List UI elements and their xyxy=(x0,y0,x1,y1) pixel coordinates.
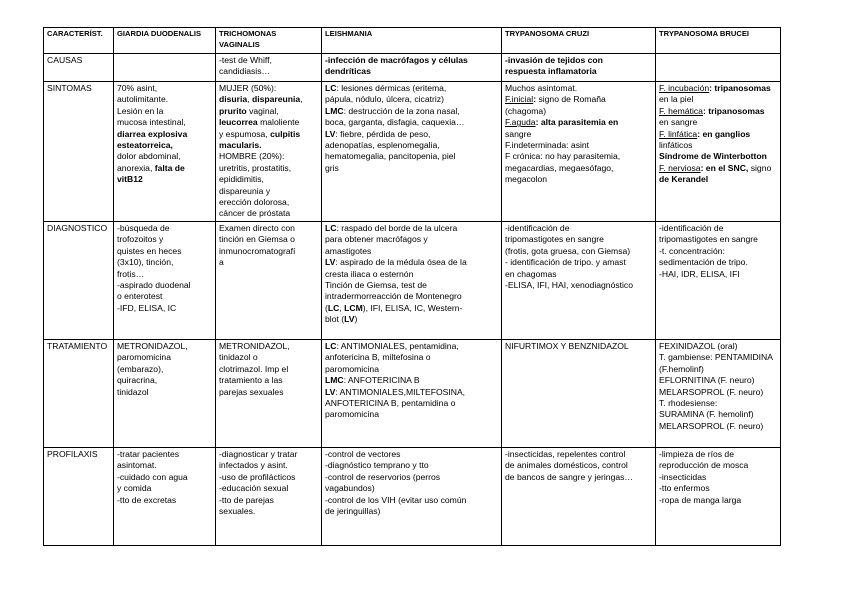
cell-line: F. nerviosa: en el SNC, signo xyxy=(659,162,772,173)
cell-line: LV: ANTIMONIALES,MILTEFOSINA, xyxy=(325,386,466,397)
cell-line: anfotericina B, miltefosina o xyxy=(325,352,431,363)
cell-line: F.inicial: signo de Romaña xyxy=(505,94,606,105)
cell-line: -diagnosticar y tratar xyxy=(219,448,298,459)
cell-line: MELARSOPROL (F. neuro) xyxy=(659,386,764,397)
cell-line: paromomicina xyxy=(117,352,171,363)
cell-line: dolor abdominal, xyxy=(117,151,181,162)
cell-line: -tto de parejas xyxy=(219,494,274,505)
header-trichomonas: TRICHOMONAS VAGINALIS xyxy=(216,28,322,54)
cell-line: vagabundos) xyxy=(325,483,375,494)
cell-line: -cuidado con agua xyxy=(117,471,188,482)
cell-line: dendríticas xyxy=(325,66,371,77)
cell-line: anorexia, falta de xyxy=(117,162,185,173)
cell-line: Lesión en la xyxy=(117,105,164,116)
cell-trichomonas xyxy=(216,54,322,82)
cell-line: y comida xyxy=(117,483,152,494)
cell-line: reproducción de mosca xyxy=(659,460,749,471)
header-trypanosoma-brucei: TRYPANOSOMA BRUCEI xyxy=(656,28,781,54)
cell-line: megacardias, megaesófago, xyxy=(505,162,614,173)
cell-line: (3x10), tinción, xyxy=(117,257,174,268)
cell-line: autolimitante. xyxy=(117,94,169,105)
cell-trichomonas xyxy=(216,82,322,222)
cell-trichomonas xyxy=(216,339,322,447)
cell-line: LV: fiebre, pérdida de peso, xyxy=(325,128,431,139)
cell-line: adenopatías, esplenomegalia, xyxy=(325,140,440,151)
cell-line: esteatorreica, xyxy=(117,140,173,151)
cell-line: Tinción de Giemsa, test de xyxy=(325,279,427,290)
row-label: DIAGNOSTICO xyxy=(44,221,114,339)
cell-line: tripomastigotes en sangre xyxy=(659,234,758,245)
cell-line: LC: lesiones dérmicas (eritema, xyxy=(325,83,447,93)
cell-line: -HAI, IDR, ELISA, IFI xyxy=(659,268,740,279)
header-row xyxy=(44,28,781,54)
cell-line: hematomegalia, pancitopenia, piel xyxy=(325,151,456,162)
cell-line: ANFOTERICINA B, pentamidina o xyxy=(325,397,456,408)
cell-trichomonas xyxy=(216,221,322,339)
cell-line: mucosa intestinal, xyxy=(117,117,186,128)
cell-trypanosoma-cruzi xyxy=(502,82,656,222)
table-row-tratamiento xyxy=(44,339,781,447)
cell-line: tripomastigotes en sangre xyxy=(505,234,604,245)
cell-line: a xyxy=(219,257,224,268)
cell-line: -identificación de xyxy=(659,222,724,233)
cell-line: HOMBRE (20%): xyxy=(219,151,285,162)
cell-line: de jeringuillas) xyxy=(325,505,381,516)
cell-line: (frotis, gota gruesa, con Giemsa) xyxy=(505,245,631,256)
cell-line: erección dolorosa, xyxy=(219,197,290,208)
cell-line: macularis. xyxy=(219,140,262,151)
cell-giardia xyxy=(114,447,216,545)
cell-line: quistes en heces xyxy=(117,245,182,256)
cell-line: diarrea explosiva xyxy=(117,128,188,139)
cell-trypanosoma-cruzi xyxy=(502,54,656,82)
cell-leishmania xyxy=(322,447,502,545)
row-label: PROFILAXIS xyxy=(44,447,114,545)
cell-line: respuesta inflamatoria xyxy=(505,66,597,77)
cell-line: -IFD, ELISA, IC xyxy=(117,302,177,313)
cell-line: (embarazo), xyxy=(117,363,164,374)
header-giardia: GIARDIA DUODENALIS xyxy=(114,28,216,54)
cell-line: pápula, nódulo, úlcera, cicatriz) xyxy=(325,94,444,105)
cell-line: LV: aspirado de la médula ósea de la xyxy=(325,257,467,268)
row-label: SINTOMAS xyxy=(44,82,114,222)
cell-line: candidiasis… xyxy=(219,66,271,77)
cell-line: sedimentación de tripo. xyxy=(659,257,748,268)
cell-line: -educación sexual xyxy=(219,483,289,494)
cell-line: parejas sexuales xyxy=(219,386,284,397)
cell-leishmania xyxy=(322,221,502,339)
cell-trypanosoma-brucei xyxy=(656,82,781,222)
cell-line: T. rhodesiense: xyxy=(659,397,718,408)
cell-line: Examen directo con xyxy=(219,222,295,233)
cell-trypanosoma-brucei xyxy=(656,447,781,545)
cell-line: FEXINIDAZOL (oral) xyxy=(659,340,738,351)
table-row-sintomas xyxy=(44,82,781,222)
cell-giardia xyxy=(114,54,216,82)
cell-line: cresta iliaca o esternón xyxy=(325,268,414,279)
table-row-causas xyxy=(44,54,781,82)
cell-line: -test de Whiff, xyxy=(219,55,272,65)
cell-line: -limpieza de ríos de xyxy=(659,448,734,459)
cell-line: para obtener macrófagos y xyxy=(325,234,428,245)
header-trypanosoma-cruzi: TRYPANOSOMA CRUZI xyxy=(502,28,656,54)
cell-line: MELARSOPROL (F. neuro) xyxy=(659,420,764,431)
cell-line: asintomat. xyxy=(117,460,157,471)
table-row-diagnostico xyxy=(44,221,781,339)
cell-line: Síndrome de Winterbotton xyxy=(659,151,767,162)
cell-line: leucorrea maloliente xyxy=(219,117,300,128)
cell-line: SURAMINA (F. hemolinf) xyxy=(659,409,754,420)
cell-line: -insecticidas, repelentes control xyxy=(505,448,626,459)
cell-line: 70% asint, xyxy=(117,83,158,93)
cell-line: T. gambiense: PENTAMIDINA xyxy=(659,352,773,363)
cell-trypanosoma-cruzi xyxy=(502,339,656,447)
cell-line: megacolon xyxy=(505,174,548,185)
cell-giardia xyxy=(114,82,216,222)
cell-line: trofozoitos y xyxy=(117,234,164,245)
cell-line: -identificación de xyxy=(505,222,570,233)
cell-line: F.indeterminada: asint xyxy=(505,140,590,151)
cell-line: (LC, LCM), IFI, ELISA, IC, Western- xyxy=(325,302,463,313)
cell-line: tinidazol xyxy=(117,386,149,397)
cell-trypanosoma-brucei xyxy=(656,339,781,447)
cell-line: METRONIDAZOL, xyxy=(117,340,188,351)
cell-line: -control de vectores xyxy=(325,448,401,459)
cell-line: -ELISA, IFI, HAI, xenodiagnóstico xyxy=(505,279,634,290)
parasite-comparison-table xyxy=(43,27,781,546)
cell-line: clotrimazol. Imp el xyxy=(219,363,289,374)
row-label: CAUSAS xyxy=(44,54,114,82)
cell-line: sexuales. xyxy=(219,505,256,516)
cell-line: -control de los VIH (evitar uso común xyxy=(325,494,467,505)
cell-line: LMC: ANFOTERICINA B xyxy=(325,375,420,386)
cell-line: - identificación de tripo. y amast xyxy=(505,257,626,268)
cell-trypanosoma-cruzi xyxy=(502,447,656,545)
cell-line: NIFURTIMOX Y BENZNIDAZOL xyxy=(505,340,629,351)
cell-leishmania xyxy=(322,82,502,222)
cell-line: (F.hemolinf) xyxy=(659,363,704,374)
cell-line: (chagoma) xyxy=(505,105,547,116)
cell-line: -infección de macrófagos y células xyxy=(325,55,468,65)
cell-trypanosoma-brucei xyxy=(656,54,781,82)
cell-line: linfáticos xyxy=(659,140,693,151)
cell-line: dispareunia y xyxy=(219,185,271,196)
cell-giardia xyxy=(114,339,216,447)
cell-line: -insecticidas xyxy=(659,471,707,482)
cell-line: -tratar pacientes xyxy=(117,448,180,459)
cell-line: -control de reservorios (perros xyxy=(325,471,441,482)
cell-line: -ropa de manga larga xyxy=(659,494,742,505)
cell-line: -diagnóstico temprano y tto xyxy=(325,460,429,471)
cell-line: METRONIDAZOL, xyxy=(219,340,290,351)
header-leishmania: LEISHMANIA xyxy=(322,28,502,54)
cell-line: y espumosa, culpitis xyxy=(219,128,301,139)
cell-leishmania xyxy=(322,54,502,82)
cell-line: F.aguda: alta parasitemia en xyxy=(505,117,619,128)
cell-line: de bancos de sangre y jeringas… xyxy=(505,471,634,482)
cell-line: tratamiento a las xyxy=(219,375,283,386)
cell-line: de animales domésticos, control xyxy=(505,460,628,471)
cell-line: disuria, dispareunia, xyxy=(219,94,303,105)
cell-line: o enterotest xyxy=(117,291,163,302)
cell-line: boca, garganta, disfagia, caquexia… xyxy=(325,117,465,128)
cell-line: -t. concentración: xyxy=(659,245,725,256)
cell-line: uretritis, prostatitis, xyxy=(219,162,292,173)
cell-line: quiracrina, xyxy=(117,375,158,386)
cell-line: F crónica: no hay parasitemia, xyxy=(505,151,621,162)
cell-line: EFLORNITINA (F. neuro) xyxy=(659,375,755,386)
cell-line: -aspirado duodenal xyxy=(117,279,191,290)
row-label: TRATAMIENTO xyxy=(44,339,114,447)
cell-leishmania xyxy=(322,339,502,447)
cell-line: -uso de profilácticos xyxy=(219,471,296,482)
cell-trypanosoma-brucei xyxy=(656,221,781,339)
cell-line: frotis… xyxy=(117,268,145,279)
cell-trypanosoma-cruzi xyxy=(502,221,656,339)
cell-line: inmunocromatografí xyxy=(219,245,296,256)
cell-line: Muchos asintomat. xyxy=(505,83,578,93)
cell-line: de Kerandel xyxy=(659,174,709,185)
cell-line: paromomicina xyxy=(325,363,379,374)
cell-giardia xyxy=(114,221,216,339)
cell-line: paromomicina xyxy=(325,409,379,420)
cell-line: F. hemática: tripanosomas xyxy=(659,105,765,116)
cell-line: F. linfática: en ganglios xyxy=(659,128,751,139)
cell-trichomonas xyxy=(216,447,322,545)
cell-line: F. incubación: tripanosomas xyxy=(659,83,771,93)
cell-line: LC: raspado del borde de la ulcera xyxy=(325,222,458,233)
cell-line: -tto de excretas xyxy=(117,494,177,505)
cell-line: LMC: destrucción de la zona nasal, xyxy=(325,105,460,116)
cell-line: amastigotes xyxy=(325,245,372,256)
cell-line: tinidazol o xyxy=(219,352,258,363)
cell-line: LC: ANTIMONIALES, pentamidina, xyxy=(325,340,459,351)
cell-line: prurito vaginal, xyxy=(219,105,279,116)
cell-line: infectados y asint. xyxy=(219,460,288,471)
cell-line: sangre xyxy=(505,128,532,139)
cell-line: MUJER (50%): xyxy=(219,83,277,93)
cell-line: -búsqueda de xyxy=(117,222,170,233)
cell-line: epididimitis, xyxy=(219,174,264,185)
cell-line: intradermorreacción de Montenegro xyxy=(325,291,462,302)
header-caracteristicas: CARACTERÍST. xyxy=(44,28,114,54)
cell-line: en la piel xyxy=(659,94,694,105)
cell-line: cáncer de próstata xyxy=(219,208,291,219)
cell-line: en chagomas xyxy=(505,268,557,279)
cell-line: tinción en Giemsa o xyxy=(219,234,295,245)
cell-line: blot (LV) xyxy=(325,314,358,325)
cell-line: vitB12 xyxy=(117,174,143,185)
cell-line: en sangre xyxy=(659,117,698,128)
table-row-profilaxis xyxy=(44,447,781,545)
cell-line: gris xyxy=(325,162,339,173)
cell-line: -tto enfermos xyxy=(659,483,710,494)
cell-line: -invasión de tejidos con xyxy=(505,55,603,65)
